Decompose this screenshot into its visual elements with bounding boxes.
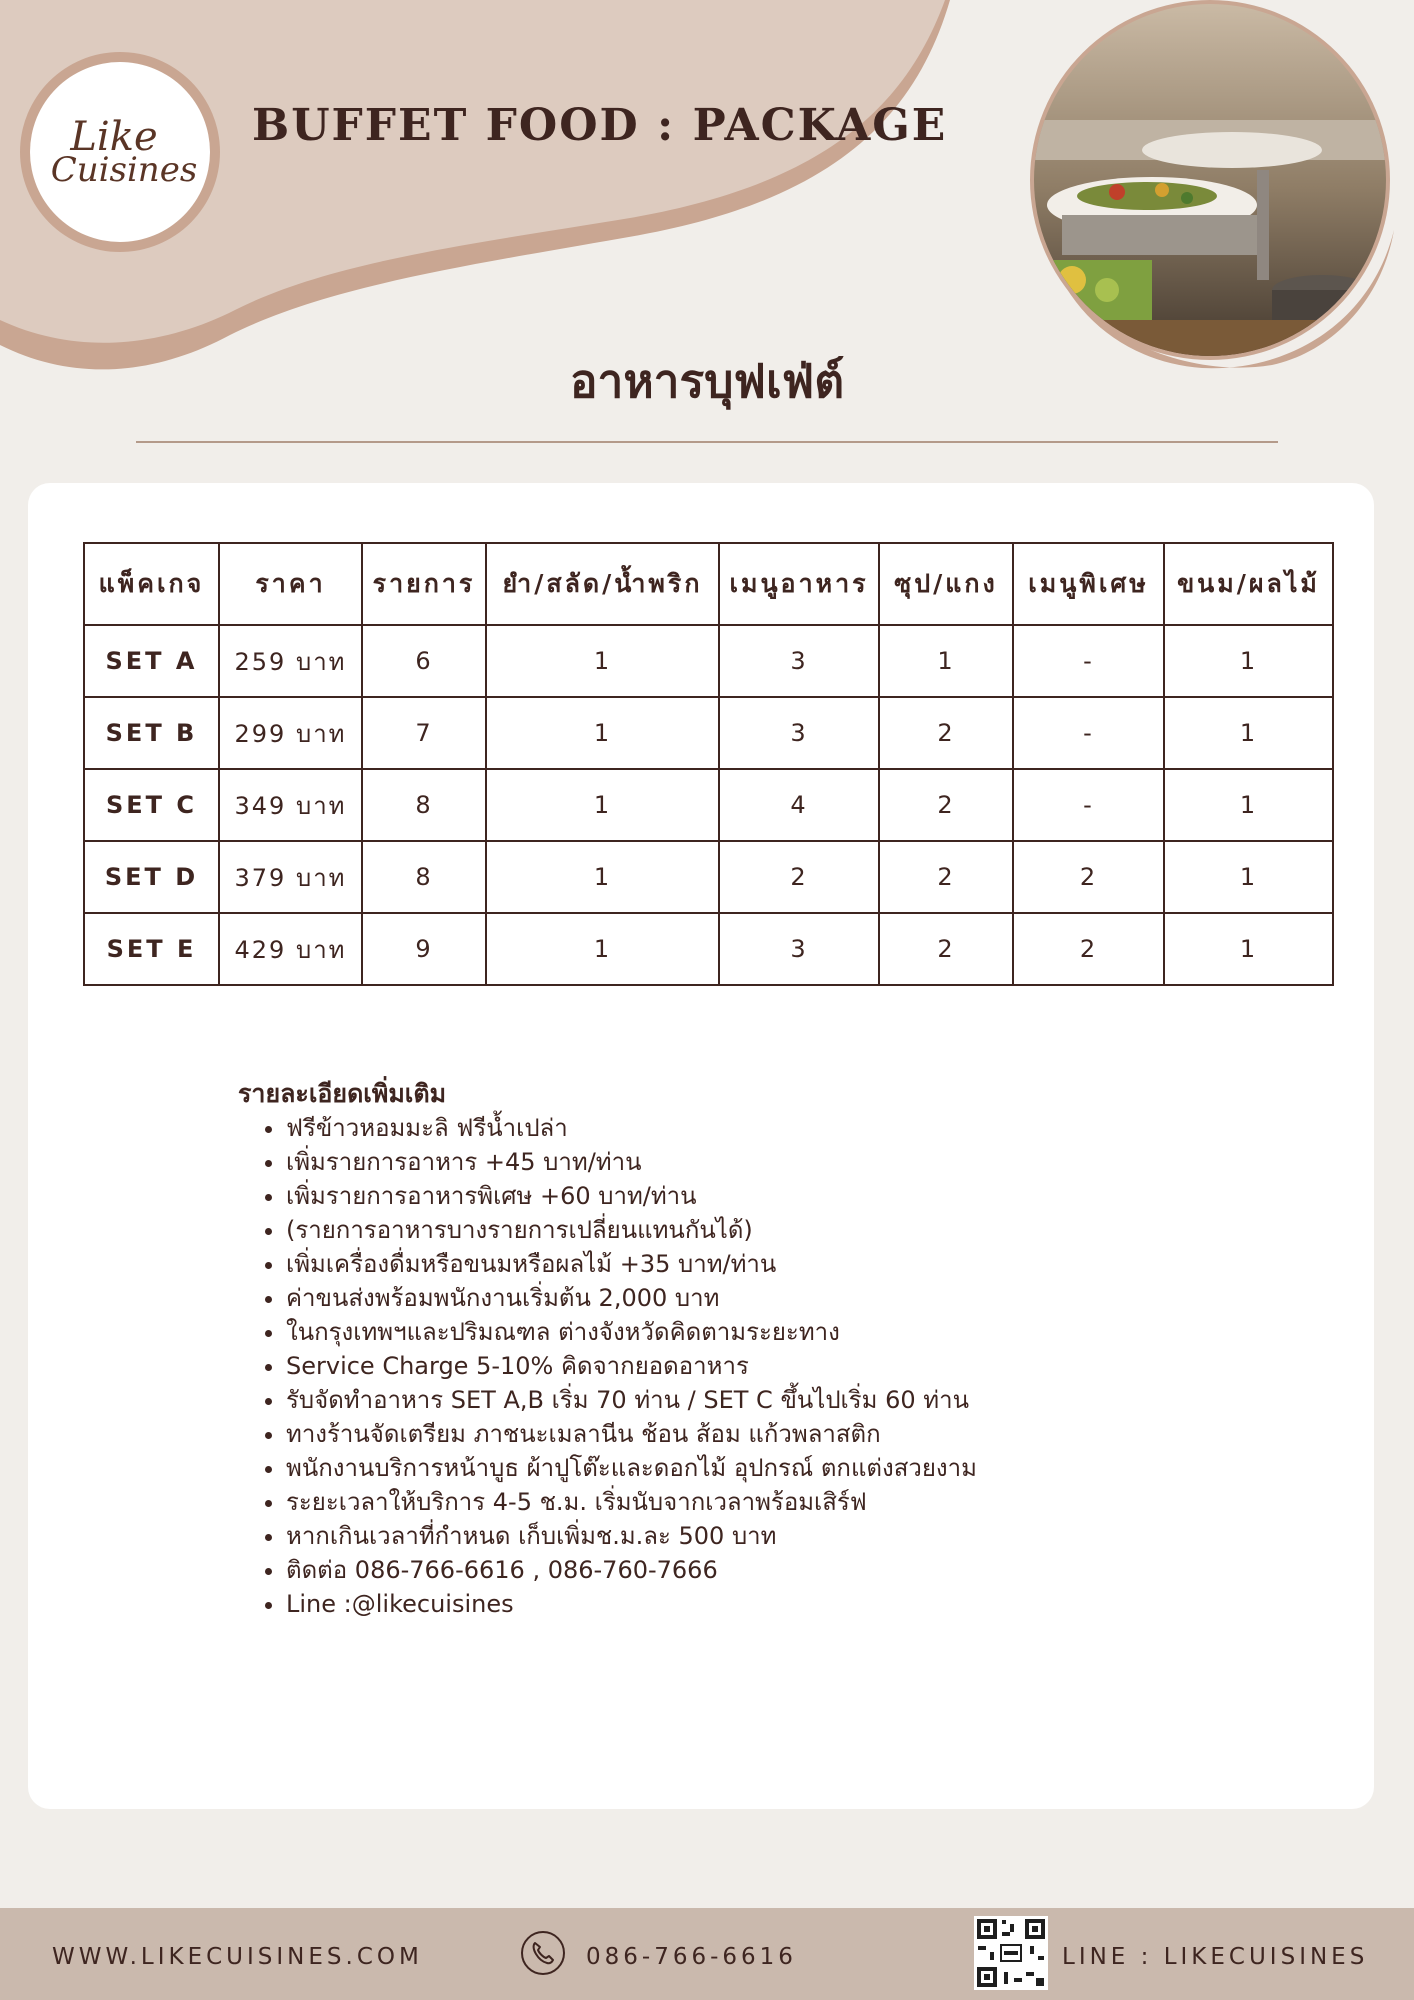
cell-items: 9 bbox=[362, 913, 486, 985]
cell-price: 379 บาท bbox=[219, 841, 362, 913]
cell-salad: 1 bbox=[486, 841, 719, 913]
list-item: • ติดต่อ 086-766-6616 , 086-760-7666 bbox=[286, 1553, 1298, 1587]
cell-soup: 1 bbox=[879, 625, 1013, 697]
list-item: • ในกรุงเทพฯและปริมณฑล ต่างจังหวัดคิดตามระยะทาง bbox=[286, 1315, 1298, 1349]
list-item: • Line :@likecuisines bbox=[286, 1587, 1298, 1621]
list-item: • พนักงานบริการหน้าบูธ ผ้าปูโต๊ะและดอกไม้ อุปกรณ์ ตกแต่งสวยงาม bbox=[286, 1451, 1298, 1485]
table-row bbox=[84, 841, 1333, 913]
table-row bbox=[84, 913, 1333, 985]
logo-text-cuisines: Cuisines bbox=[50, 150, 198, 190]
list-item: • (รายการอาหารบางรายการเปลี่ยนแทนกันได้) bbox=[286, 1213, 1298, 1247]
cell-price: 429 บาท bbox=[219, 913, 362, 985]
cell-menu: 3 bbox=[719, 625, 879, 697]
list-item: • เพิ่มรายการอาหารพิเศษ +60 บาท/ท่าน bbox=[286, 1179, 1298, 1213]
cell-special: 2 bbox=[1013, 841, 1164, 913]
header-title: BUFFET FOOD : PACKAGE bbox=[252, 100, 948, 151]
list-item: • ฟรีข้าวหอมมะลิ ฟรีน้ำเปล่า bbox=[286, 1111, 1298, 1145]
cell-menu: 3 bbox=[719, 913, 879, 985]
cell-dessert: 1 bbox=[1164, 697, 1333, 769]
cell-price: 259 บาท bbox=[219, 625, 362, 697]
cell-dessert: 1 bbox=[1164, 841, 1333, 913]
cell-salad: 1 bbox=[486, 625, 719, 697]
list-item: • หากเกินเวลาที่กำหนด เก็บเพิ่มช.ม.ละ 500 บาท bbox=[286, 1519, 1298, 1553]
details-title: รายละเอียดเพิ่มเติม bbox=[238, 1079, 447, 1108]
cell-items: 6 bbox=[362, 625, 486, 697]
cell-salad: 1 bbox=[486, 697, 719, 769]
cell-package: SET A bbox=[84, 625, 219, 697]
cell-soup: 2 bbox=[879, 841, 1013, 913]
heading-divider bbox=[136, 441, 1278, 443]
list-item: • ระยะเวลาให้บริการ 4-5 ช.ม. เริ่มนับจากเวลาพร้อมเสิร์ฟ bbox=[286, 1485, 1298, 1519]
cell-salad: 1 bbox=[486, 769, 719, 841]
cell-package: SET D bbox=[84, 841, 219, 913]
line-id[interactable]: LINE : LIKECUISINES bbox=[1062, 1944, 1369, 1970]
cell-soup: 2 bbox=[879, 913, 1013, 985]
header-special: เมนูพิเศษ bbox=[1013, 543, 1164, 625]
table-row bbox=[84, 769, 1333, 841]
list-item: • เพิ่มรายการอาหาร +45 บาท/ท่าน bbox=[286, 1145, 1298, 1179]
cell-dessert: 1 bbox=[1164, 625, 1333, 697]
logo-text-like: Like bbox=[70, 114, 158, 160]
list-item: • เพิ่มเครื่องดื่มหรือขนมหรือผลไม้ +35 บาท/ท่าน bbox=[286, 1247, 1298, 1281]
logo bbox=[30, 62, 210, 242]
cell-special: - bbox=[1013, 625, 1164, 697]
list-item: • ทางร้านจัดเตรียม ภาชนะเมลานีน ช้อน ส้อม แก้วพลาสติก bbox=[286, 1417, 1298, 1451]
list-item: • รับจัดทำอาหาร SET A,B เริ่ม 70 ท่าน / SET C ขึ้นไปเริ่ม 60 ท่าน bbox=[286, 1383, 1298, 1417]
header-dessert: ขนม/ผลไม้ bbox=[1164, 543, 1333, 625]
list-item: • Service Charge 5-10% คิดจากยอดอาหาร bbox=[286, 1349, 1298, 1383]
cell-items: 8 bbox=[362, 769, 486, 841]
cell-menu: 2 bbox=[719, 841, 879, 913]
cell-price: 299 บาท bbox=[219, 697, 362, 769]
qr-code-icon bbox=[974, 1916, 1048, 1990]
cell-special: 2 bbox=[1013, 913, 1164, 985]
cell-dessert: 1 bbox=[1164, 769, 1333, 841]
package-table bbox=[83, 542, 1334, 986]
table-row bbox=[84, 697, 1333, 769]
cell-soup: 2 bbox=[879, 769, 1013, 841]
page-heading: อาหารบุฟเฟ่ต์ bbox=[569, 354, 845, 408]
cell-soup: 2 bbox=[879, 697, 1013, 769]
footer bbox=[0, 1908, 1414, 2000]
cell-price: 349 บาท bbox=[219, 769, 362, 841]
header-menu: เมนูอาหาร bbox=[719, 543, 879, 625]
website-link[interactable]: WWW.LIKECUISINES.COM bbox=[52, 1944, 423, 1970]
details-list bbox=[238, 1111, 1298, 1621]
cell-salad: 1 bbox=[486, 913, 719, 985]
details-section bbox=[238, 1077, 1298, 1621]
table-header-row bbox=[84, 543, 1333, 625]
list-item: • ค่าขนส่งพร้อมพนักงานเริ่มต้น 2,000 บาท bbox=[286, 1281, 1298, 1315]
header-items: รายการ bbox=[362, 543, 486, 625]
header-salad: ยำ/สลัด/น้ำพริก bbox=[486, 543, 719, 625]
table-row bbox=[84, 625, 1333, 697]
cell-special: - bbox=[1013, 769, 1164, 841]
phone-number[interactable]: 086-766-6616 bbox=[586, 1944, 797, 1970]
cell-items: 8 bbox=[362, 841, 486, 913]
header-price: ราคา bbox=[219, 543, 362, 625]
header-soup: ซุป/แกง bbox=[879, 543, 1013, 625]
phone-icon bbox=[520, 1930, 566, 1976]
cell-package: SET E bbox=[84, 913, 219, 985]
cell-menu: 4 bbox=[719, 769, 879, 841]
cell-package: SET B bbox=[84, 697, 219, 769]
header-package: แพ็คเกจ bbox=[84, 543, 219, 625]
cell-items: 7 bbox=[362, 697, 486, 769]
buffet-food-photo bbox=[1022, 0, 1398, 376]
cell-package: SET C bbox=[84, 769, 219, 841]
cell-special: - bbox=[1013, 697, 1164, 769]
cell-menu: 3 bbox=[719, 697, 879, 769]
cell-dessert: 1 bbox=[1164, 913, 1333, 985]
